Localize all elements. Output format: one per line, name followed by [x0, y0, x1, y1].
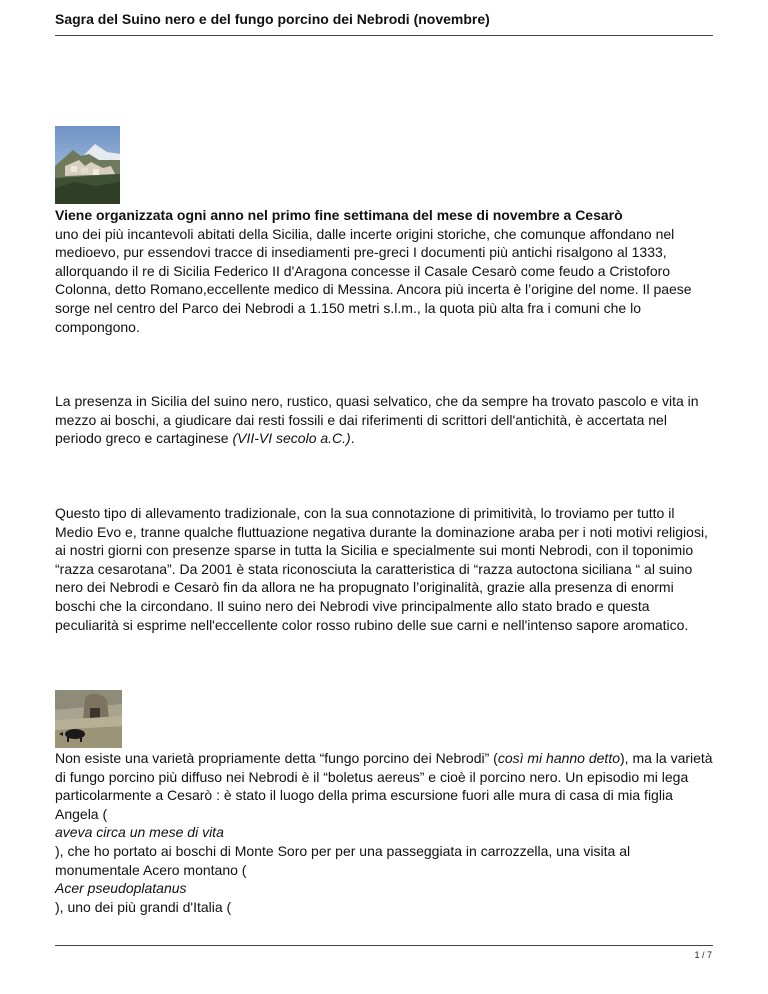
section4-italic-b: aveva circa un mese di vita — [55, 824, 224, 841]
section4-italic-a: così mi hanno detto — [497, 750, 620, 767]
section1-body: uno dei più incantevoli abitati della Sicilia, dalle incerte origini storiche, che comunque affondano nel medioevo, pur essendovi tracce di insediamenti pre-greci I documenti più antichi risalgono al 1333, allorquando il re di Sicilia Federico II d'Aragona concesse il Casale Cesarò come feudo a Cristoforo Colonna, detto Romano,eccellente medico di Messina. Ancora più incerta è l’origine del nome. Il paese sorge nel centro del Parco dei Nebrodi a 1.150 metri s.l.m., la quota più alta fra i comuni che lo compongono. — [55, 225, 692, 335]
article-body — [55, 126, 715, 916]
section4-text-d: ), uno dei più grandi d'Italia ( — [55, 898, 232, 915]
section2-text: La presenza in Sicilia del suino nero, rustico, quasi selvatico, che da sempre ha trovato pascolo e vita in mezzo ai boschi, a giudicare dai resti fossili e dai riferimenti di scrittori dell'antichità, è accertata nel periodo greco e cartaginese — [55, 393, 699, 447]
section4-text-b: ), ma la varietà di fungo porcino più diffuso nei Nebrodi è il “boletus aereus” e cioè il porcino nero. Un episodio mi lega particolarmente a Cesarò : è stato il luogo della prima escursione fuori alle mura di casa di mia figlia Angela ( — [55, 750, 713, 822]
header-divider — [55, 35, 713, 36]
footer-divider — [55, 945, 713, 946]
black-pig-photo — [55, 690, 122, 748]
section4-italic-c: Acer pseudoplatanus — [55, 880, 187, 897]
page-number: 1 / 7 — [694, 950, 712, 960]
section4-paragraph — [55, 749, 715, 916]
section2-paragraph — [55, 392, 715, 448]
page-header-title: Sagra del Suino nero e del fungo porcino dei Nebrodi (novembre) — [55, 11, 490, 27]
section3-paragraph: Questo tipo di allevamento tradizionale, con la sua connotazione di primitività, lo troviamo per tutto il Medio Evo e, tranne qualche fluttuazione negativa durante la dominazione araba per i noti motivi religiosi, ai nostri giorni con presenze sparse in tutta la Sicilia e specialmente sui monti Nebrodi, con il toponimio “razza cesarotana”. Da 2001 è stata riconosciuta la caratteristica di “razza autoctona siciliana “ al suino nero dei Nebrodi e Cesarò fin da allora ne ha propugnato l’originalità, grazie alla presenza di enormi boschi che la circondano. Il suino nero dei Nebrodi vive principalmente allo stato brado e questa peculiarità si esprime nell'eccellente color rosso rubino delle sue carni e nell'intenso sapore aromatico. — [55, 504, 708, 633]
cesaro-village-photo — [55, 126, 120, 204]
section2-italic: (VII-VI secolo a.C.) — [232, 430, 351, 447]
section4-text-c: ), che ho portato ai boschi di Monte Soro per per una passeggiata in carrozzella, una visita al monumentale Acero montano ( — [55, 843, 631, 878]
section1-lead: Viene organizzata ogni anno nel primo fine settimana del mese di novembre a Cesarò — [55, 207, 623, 223]
section4-text-a: Non esiste una varietà propriamente detta “fungo porcino dei Nebrodi” ( — [55, 750, 498, 767]
section2-end: . — [350, 430, 355, 447]
